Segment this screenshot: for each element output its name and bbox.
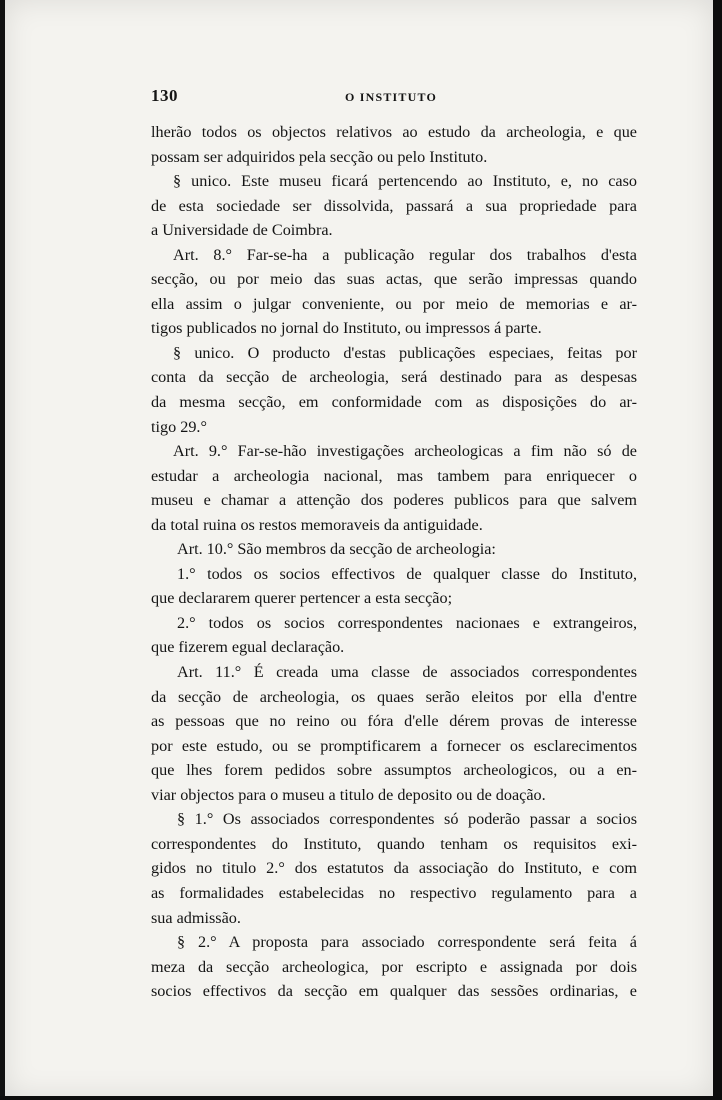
text-line: meza da secção archeologica, por escripto e assignada por dois: [151, 957, 637, 976]
text-line: § 1.° Os associados correspondentes só poderão passar a socios: [177, 810, 637, 829]
text-line: § unico. Este museu ficará pertencendo ao Instituto, e, no caso: [173, 172, 637, 191]
text-line: correspondentes do Instituto, quando tenham os requisitos exi-: [151, 834, 637, 853]
text-line: sua admissão.: [151, 908, 241, 927]
text-line: por este estudo, ou se promptificarem a fornecer os esclarecimentos: [151, 736, 637, 755]
page-number: 130: [151, 86, 178, 105]
text-line: de esta sociedade ser dissolvida, passará a sua propriedade para: [151, 196, 637, 215]
text-line: socios effectivos da secção em qualquer das sessões ordinarias, e: [151, 982, 637, 1001]
text-line: viar objectos para o museu a titulo de deposito ou de doação.: [151, 785, 546, 804]
body-text: [151, 120, 637, 1004]
text-line: tigos publicados no jornal do Instituto, ou impressos á parte.: [151, 319, 542, 338]
text-line: as formalidades estabelecidas no respectivo regulamento para a: [151, 883, 637, 902]
text-line: a Universidade de Coimbra.: [151, 221, 333, 240]
text-line: Art. 11.° É creada uma classe de associados correspondentes: [177, 663, 637, 682]
page-header: [151, 86, 637, 110]
text-line: 2.° todos os socios correspondentes nacionaes e extrangeiros,: [177, 613, 637, 632]
page-sheet: [5, 0, 713, 1097]
text-line: gidos no titulo 2.° dos estatutos da associação do Instituto, e com: [151, 859, 637, 878]
text-line: Art. 8.° Far-se-ha a publicação regular dos trabalhos d'esta: [173, 245, 637, 264]
text-line: estudar a archeologia nacional, mas tambem para enriquecer o: [151, 466, 637, 485]
text-line: da total ruina os restos memoraveis da antiguidade.: [151, 515, 483, 534]
text-line: da mesma secção, em conformidade com as disposições do ar-: [151, 393, 637, 412]
text-line: conta da secção de archeologia, será destinado para as despesas: [151, 368, 637, 387]
text-line: museu e chamar a attenção dos poderes publicos para que salvem: [151, 491, 637, 510]
text-line: secção, ou por meio das suas actas, que serão impressas quando: [151, 270, 637, 289]
scan-edge-bottom: [0, 1096, 722, 1100]
text-line: as pessoas que no reino ou fóra d'elle dérem provas de interesse: [151, 712, 637, 731]
text-line: que lhes forem pedidos sobre assumptos archeologicos, ou a en-: [151, 761, 637, 780]
text-line: lherão todos os objectos relativos ao estudo da archeologia, e que: [151, 123, 637, 141]
text-line: possam ser adquiridos pela secção ou pelo Instituto.: [151, 147, 488, 166]
text-line: § 2.° A proposta para associado correspondente será feita á: [177, 933, 637, 952]
text-line: Art. 9.° Far-se-hão investigações archeologicas a fim não só de: [173, 442, 637, 461]
text-line: que declararem querer pertencer a esta secção;: [151, 589, 453, 608]
text-line: ella assim o julgar conveniente, ou por meio de memorias e ar-: [151, 294, 637, 313]
text-line: tigo 29.°: [151, 417, 207, 436]
running-title: O INSTITUTO: [345, 90, 438, 104]
text-line: que fizerem egual declaração.: [151, 638, 345, 657]
text-line: Art. 10.° São membros da secção de archeologia:: [177, 540, 496, 559]
text-line: 1.° todos os socios effectivos de qualquer classe do Instituto,: [177, 564, 637, 583]
text-line: § unico. O producto d'estas publicações especiaes, feitas por: [173, 343, 637, 362]
scan-edge-right: [713, 0, 722, 1100]
text-line: da secção de archeologia, os quaes serão eleitos por ella d'entre: [151, 687, 637, 706]
